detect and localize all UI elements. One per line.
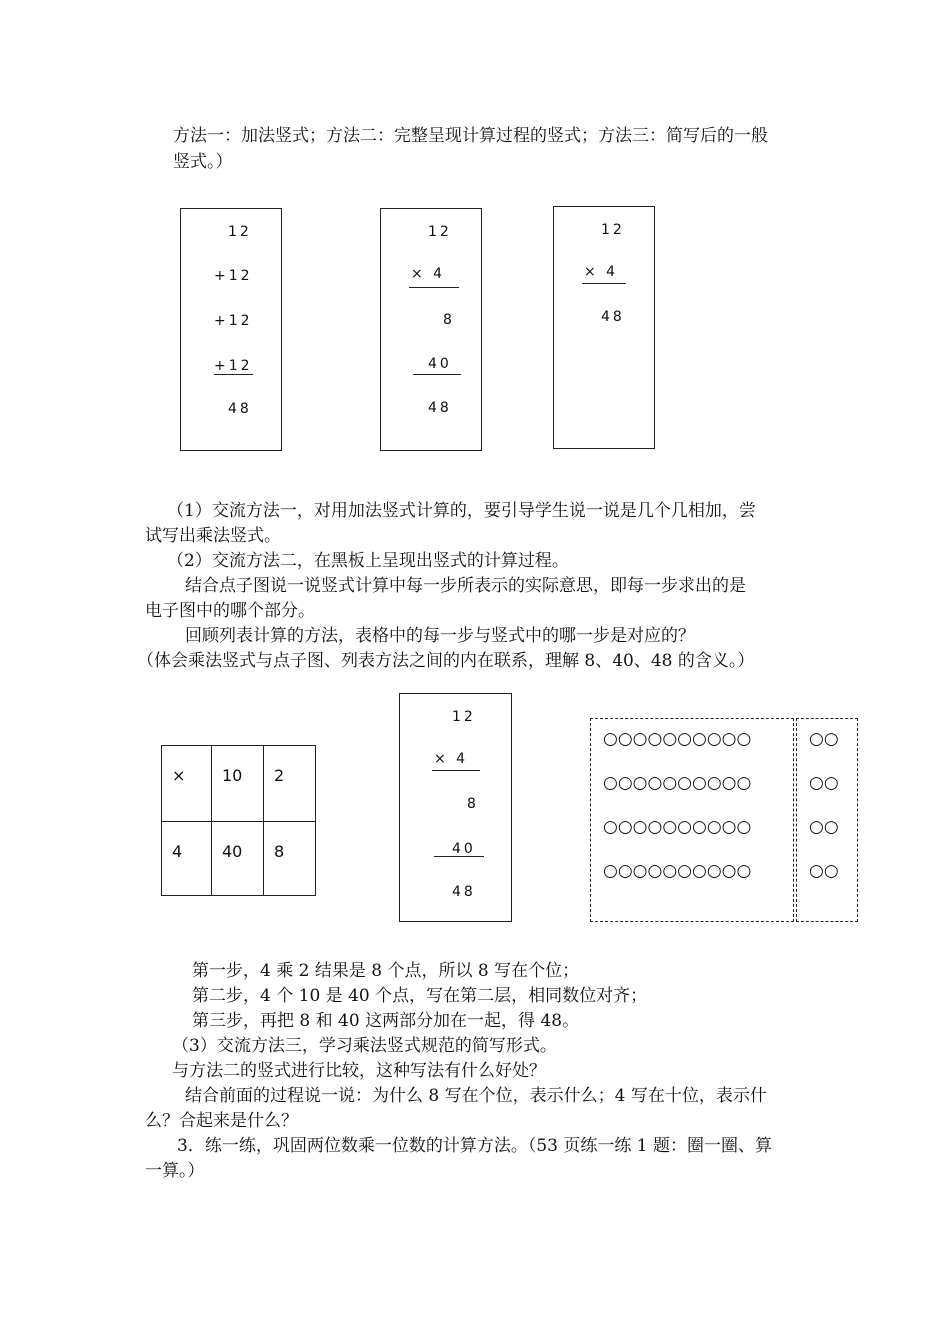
para2-line-7: 么？合起来是什么？ <box>145 1111 298 1131</box>
m2b-partial-2: 40 <box>452 841 476 857</box>
dot-group-tens <box>590 718 794 922</box>
dot-row: ○○○○○○○○○○ <box>603 773 752 793</box>
m2-rule-1 <box>409 287 459 288</box>
calc-table <box>161 745 316 896</box>
m1-result: 48 <box>228 401 252 417</box>
para1-line-5: 电子图中的哪个部分。 <box>145 601 315 621</box>
intro-line-1: 方法一：加法竖式；方法二：完整呈现计算过程的竖式；方法三：简写后的一般 <box>173 126 768 146</box>
m2b-rule-1 <box>432 770 480 771</box>
dot-row: ○○○○○○○○○○ <box>603 817 752 837</box>
table-cell: 40 <box>212 822 264 896</box>
table-cell: 8 <box>264 822 316 896</box>
table-row <box>162 822 316 896</box>
para2-line-8: 3．练一练，巩固两位数乘一位数的计算方法。（53 页练一练 1 题：圈一圈、算 <box>177 1136 772 1156</box>
dot-row: ○○ <box>809 817 839 837</box>
m2b-partial-1: 8 <box>467 796 479 812</box>
method3-box <box>553 206 655 449</box>
m2-partial-2: 40 <box>428 356 452 372</box>
m2-multiplier: × 4 <box>411 266 446 282</box>
m1-row-4: +12 <box>214 358 253 374</box>
m3-rule <box>582 283 626 284</box>
m1-row-3: +12 <box>214 313 253 329</box>
table-cell: × <box>162 746 212 822</box>
method2-box <box>380 208 482 451</box>
para2-line-4: （3）交流方法三，学习乘法竖式规范的简写形式。 <box>172 1036 557 1056</box>
para1-line-3: （2）交流方法二，在黑板上呈现出竖式的计算过程。 <box>167 551 569 571</box>
para1-line-7: （体会乘法竖式与点子图、列表方法之间的内在联系，理解 8、40、48 的含义。） <box>137 651 755 671</box>
dot-row: ○○ <box>809 729 839 749</box>
m2-rule-2 <box>413 374 461 375</box>
dot-row: ○○○○○○○○○○ <box>603 729 752 749</box>
method1-box <box>180 208 282 451</box>
m2-sum: 48 <box>428 400 452 416</box>
intro-line-2: 竖式。） <box>173 152 233 172</box>
table-cell: 10 <box>212 746 264 822</box>
para2-line-2: 第二步，4 个 10 是 40 个点，写在第二层，相同数位对齐； <box>192 986 648 1006</box>
dot-group-ones <box>796 718 858 922</box>
m3-result: 48 <box>601 309 625 325</box>
dot-row: ○○ <box>809 773 839 793</box>
dot-row: ○○○○○○○○○○ <box>603 861 752 881</box>
para1-line-2: 试写出乘法竖式。 <box>145 526 281 546</box>
m2-multiplicand: 12 <box>428 224 452 240</box>
m2-partial-1: 8 <box>443 312 455 328</box>
m3-multiplicand: 12 <box>601 222 625 238</box>
m1-row-1: 12 <box>228 224 252 240</box>
para2-line-5: 与方法二的竖式进行比较，这种写法有什么好处？ <box>172 1061 546 1081</box>
m2b-multiplicand: 12 <box>452 709 476 725</box>
m2b-sum: 48 <box>452 884 476 900</box>
method2-box-2 <box>399 693 512 922</box>
table-row <box>162 746 316 822</box>
para2-line-1: 第一步，4 乘 2 结果是 8 个点，所以 8 写在个位； <box>192 961 580 981</box>
para1-line-6: 回顾列表计算的方法，表格中的每一步与竖式中的哪一步是对应的？ <box>185 626 695 646</box>
table-cell: 4 <box>162 822 212 896</box>
m2b-multiplier: × 4 <box>434 751 469 767</box>
para1-line-1: （1）交流方法一，对用加法竖式计算的，要引导学生说一说是几个几相加，尝 <box>167 501 756 521</box>
para2-line-3: 第三步，再把 8 和 40 这两部分加在一起，得 48。 <box>192 1011 580 1031</box>
m1-row-2: +12 <box>214 268 253 284</box>
m2b-rule-2 <box>434 856 484 857</box>
dot-row: ○○ <box>809 861 839 881</box>
para2-line-9: 一算。） <box>145 1161 205 1181</box>
table-cell: 2 <box>264 746 316 822</box>
m3-multiplier: × 4 <box>584 264 619 280</box>
para2-line-6: 结合前面的过程说一说：为什么 8 写在个位，表示什么；4 写在十位，表示什 <box>185 1086 767 1106</box>
para1-line-4: 结合点子图说一说竖式计算中每一步所表示的实际意思，即每一步求出的是 <box>185 576 746 596</box>
